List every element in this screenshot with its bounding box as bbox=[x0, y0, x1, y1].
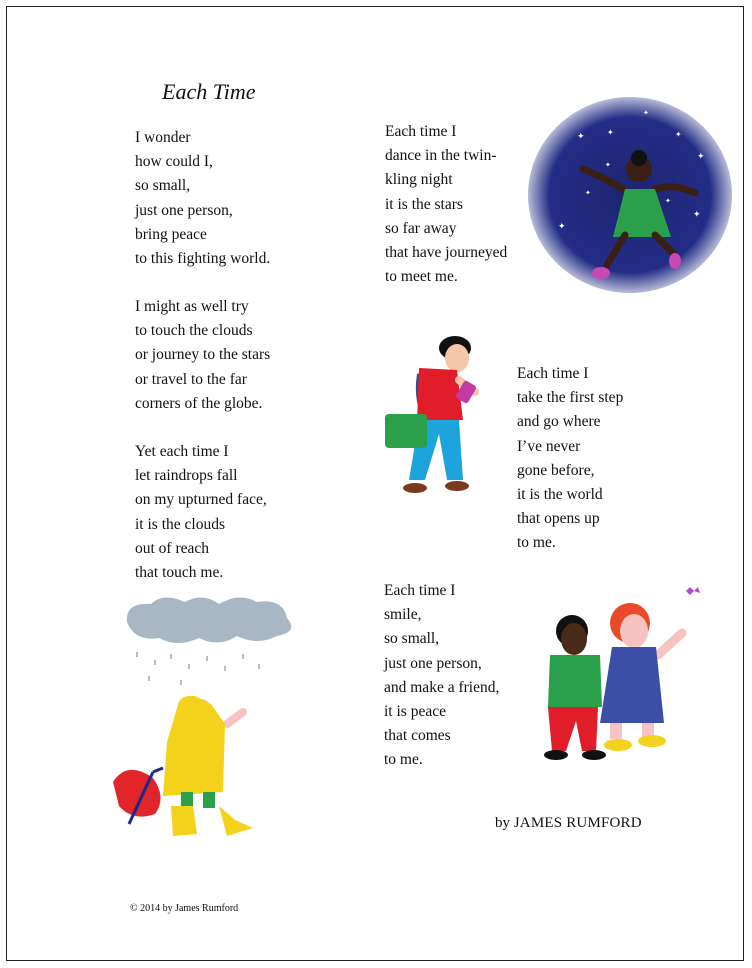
stanza-line: let raindrops fall bbox=[135, 467, 238, 485]
stanza-line: that comes bbox=[384, 727, 451, 745]
stanza-4 bbox=[385, 120, 507, 289]
stanza-line: that touch me. bbox=[135, 564, 224, 582]
stanza-line: to meet me. bbox=[385, 268, 458, 286]
stanza-line: dance in the twin- bbox=[385, 147, 497, 165]
svg-text:✦: ✦ bbox=[693, 209, 701, 219]
two-friends-illustration bbox=[534, 583, 714, 773]
svg-text:✦: ✦ bbox=[558, 221, 566, 231]
stanza-line: to touch the clouds bbox=[135, 322, 253, 340]
stanza-line: just one person, bbox=[384, 654, 482, 672]
stanza-line: take the first step bbox=[517, 389, 624, 407]
svg-text:✦: ✦ bbox=[643, 109, 649, 117]
stanza-line: how could I, bbox=[135, 153, 213, 171]
byline-author: JAMES RUMFORD bbox=[513, 815, 642, 831]
stanza-line: Yet each time I bbox=[135, 443, 229, 460]
stanza-line: out of reach bbox=[135, 539, 210, 557]
svg-text:✦: ✦ bbox=[675, 130, 682, 139]
stanza-line: Each time I bbox=[385, 123, 457, 140]
stanza-line: or travel to the far bbox=[135, 370, 247, 388]
stanza-3 bbox=[135, 440, 267, 585]
stanza-line: bring peace bbox=[135, 225, 207, 243]
stanza-1 bbox=[135, 126, 270, 271]
stanza-line: and make a friend, bbox=[384, 678, 500, 696]
stanza-line: that have journeyed bbox=[385, 244, 508, 262]
night-sky-dancer-illustration bbox=[525, 97, 735, 297]
svg-text:✦: ✦ bbox=[697, 151, 705, 161]
stanza-2 bbox=[135, 295, 270, 416]
stanza-line: kling night bbox=[385, 171, 453, 189]
stanza-line: to me. bbox=[384, 751, 423, 769]
stanza-line: it is the world bbox=[517, 486, 603, 504]
stanza-line: I’ve never bbox=[517, 437, 581, 455]
stanza-line: on my upturned face, bbox=[135, 491, 267, 509]
svg-text:✦: ✦ bbox=[665, 197, 671, 205]
stanza-line: to me. bbox=[517, 534, 556, 552]
stanza-5 bbox=[517, 362, 623, 556]
stanza-line: just one person, bbox=[135, 201, 233, 219]
stanza-line: so small, bbox=[135, 177, 191, 195]
stanza-line: it is the stars bbox=[385, 195, 463, 213]
stanza-line: I wonder bbox=[135, 129, 191, 146]
byline bbox=[495, 815, 642, 832]
svg-text:✦: ✦ bbox=[585, 189, 591, 197]
stanza-line: it is peace bbox=[384, 703, 446, 721]
poem-page bbox=[6, 6, 744, 961]
rain-child-illustration bbox=[107, 592, 307, 842]
copyright-notice: © 2014 by James Rumford bbox=[130, 903, 239, 914]
stanza-line: or journey to the stars bbox=[135, 346, 271, 364]
stanza-line: that opens up bbox=[517, 510, 600, 528]
poem-title: Each Time bbox=[162, 79, 256, 104]
stanza-line: corners of the globe. bbox=[135, 394, 263, 412]
stanza-line: gone before, bbox=[517, 461, 595, 479]
stanza-line: smile, bbox=[384, 606, 422, 624]
svg-text:✦: ✦ bbox=[577, 131, 585, 141]
svg-text:✦: ✦ bbox=[607, 128, 614, 137]
byline-prefix: by bbox=[495, 815, 514, 831]
raindrops bbox=[137, 652, 259, 685]
rain-cloud bbox=[127, 597, 291, 643]
stanza-line: so far away bbox=[385, 219, 457, 237]
stanza-6 bbox=[384, 579, 499, 773]
stanza-line: it is the clouds bbox=[135, 515, 225, 533]
stanza-line: Each time I bbox=[517, 365, 589, 382]
traveling-boy-illustration bbox=[379, 330, 489, 500]
stanza-line: I might as well try bbox=[135, 298, 249, 315]
stanza-line: Each time I bbox=[384, 582, 456, 599]
stanza-line: to this fighting world. bbox=[135, 250, 271, 268]
stanza-line: so small, bbox=[384, 630, 440, 648]
stanza-line: and go where bbox=[517, 413, 601, 431]
svg-text:✦: ✦ bbox=[605, 161, 611, 169]
